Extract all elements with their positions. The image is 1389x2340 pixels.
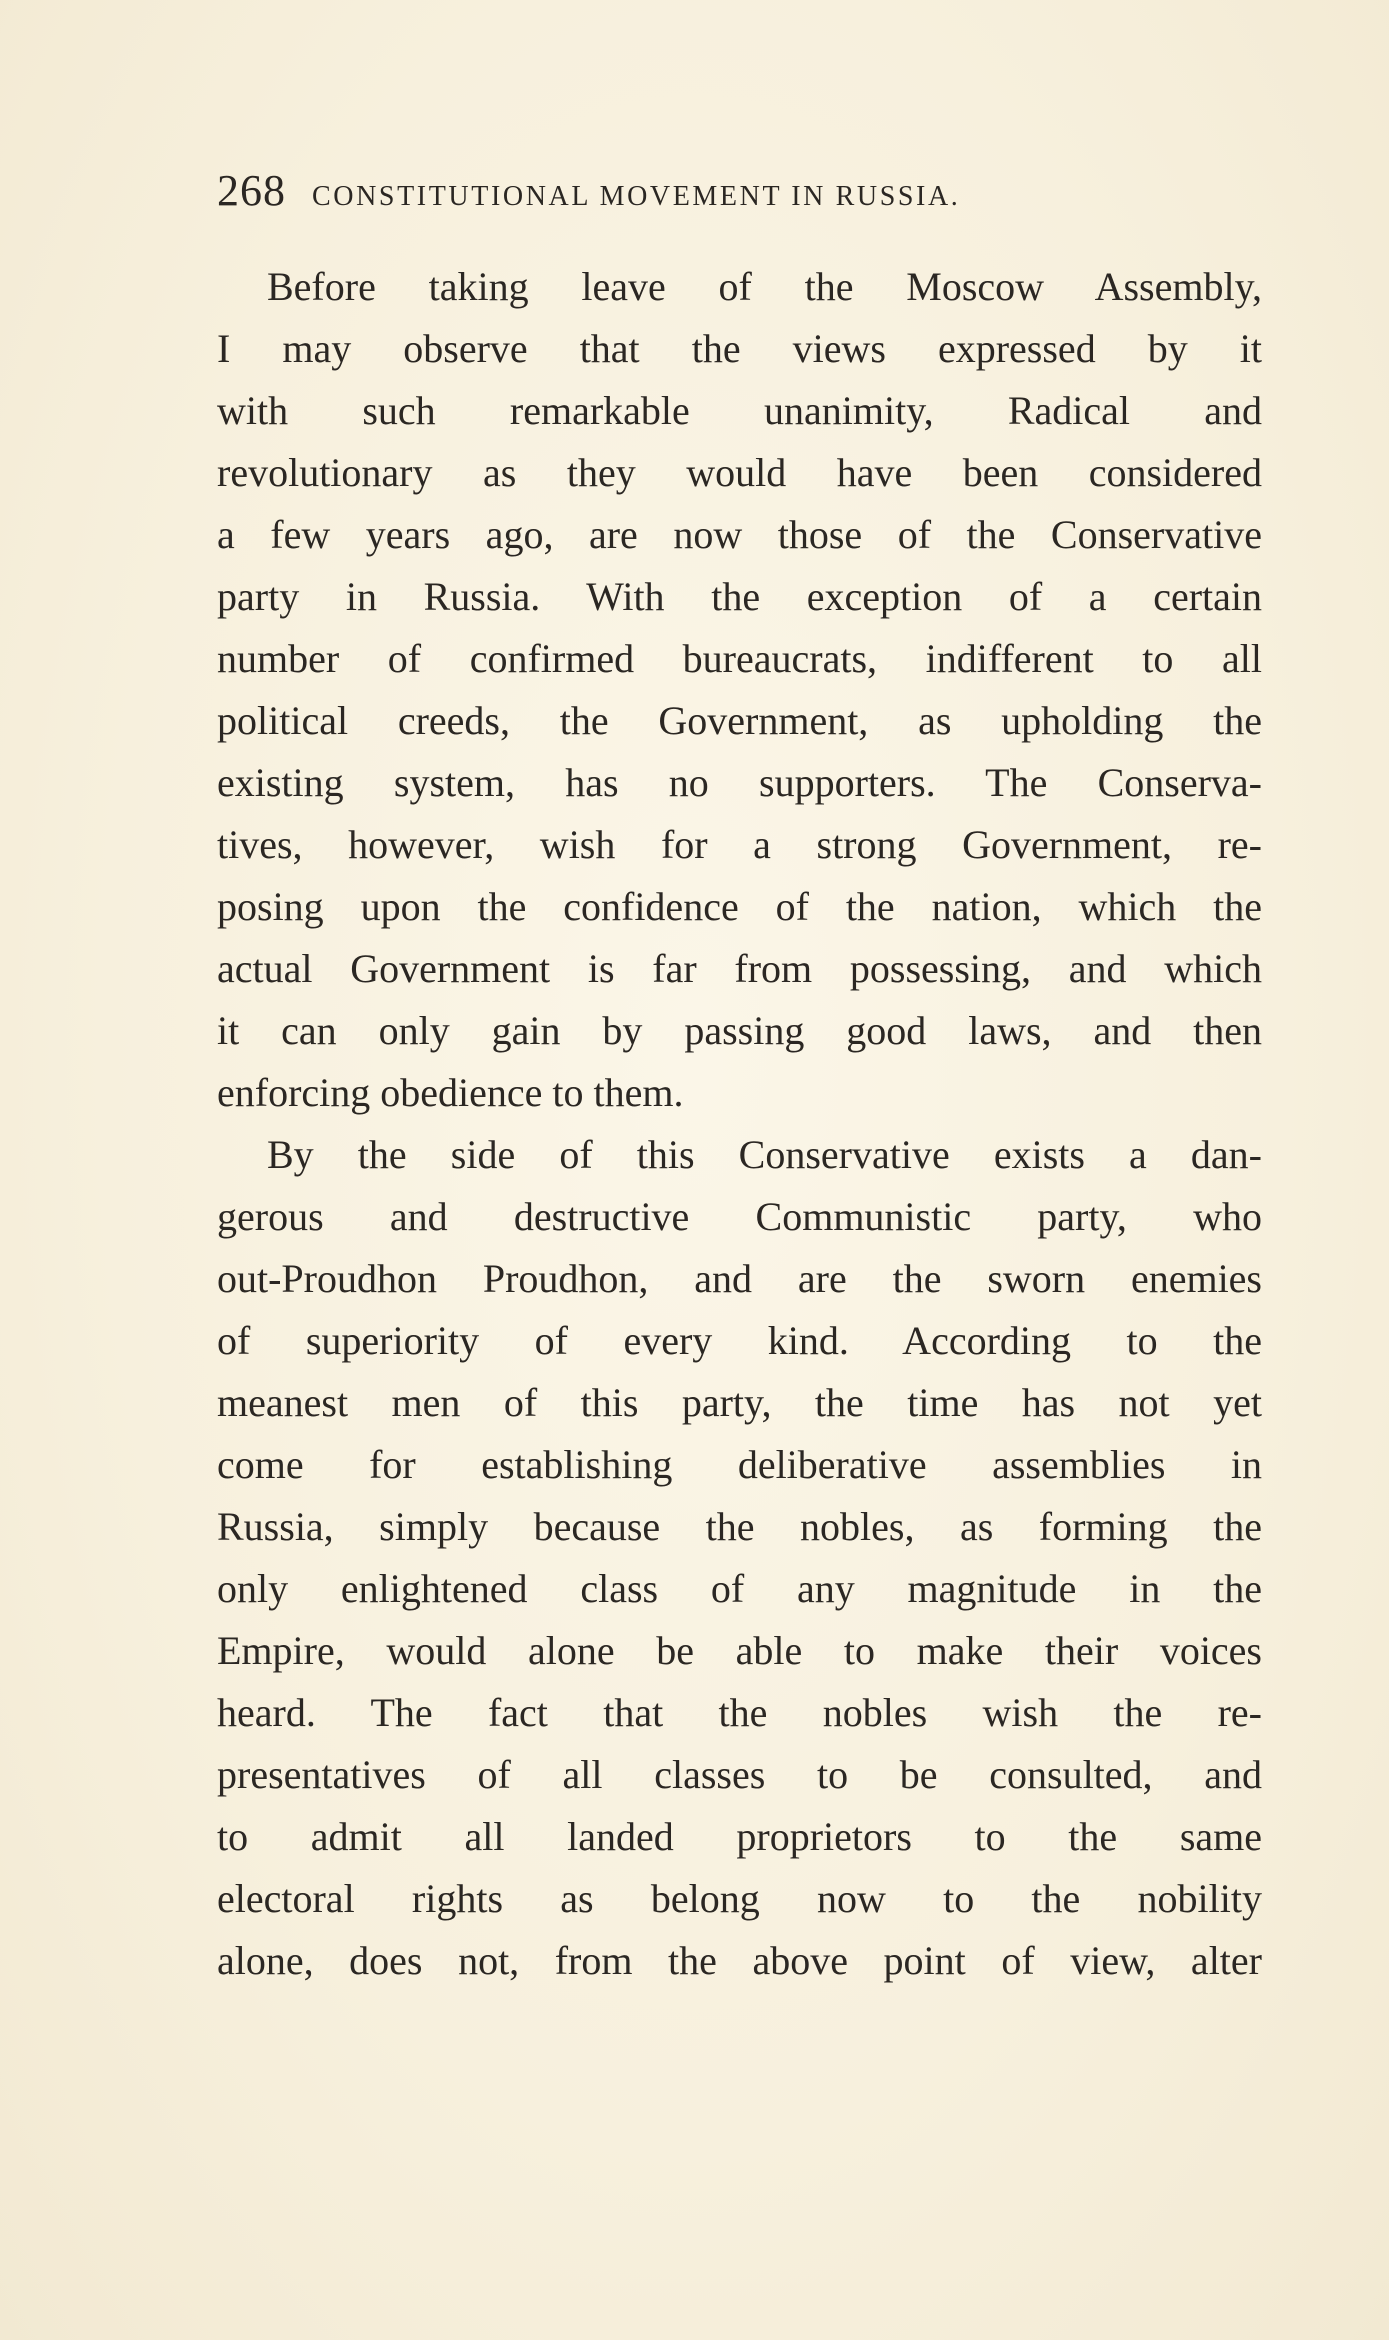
text-line: party in Russia. With the exception of a certain xyxy=(217,574,1262,619)
body-text xyxy=(217,256,1262,1992)
text-line: a few years ago, are now those of the Conservative xyxy=(217,512,1262,557)
text-line: gerous and destructive Communistic party, who xyxy=(217,1194,1262,1239)
text-line: number of confirmed bureaucrats, indifferent to all xyxy=(217,636,1262,681)
text-line: tives, however, wish for a strong Government, re- xyxy=(217,822,1262,867)
text-line: Russia, simply because the nobles, as forming the xyxy=(217,1504,1262,1549)
text-line: Before taking leave of the Moscow Assembly, xyxy=(267,264,1262,309)
running-title: CONSTITUTIONAL MOVEMENT IN RUSSIA. xyxy=(312,181,961,212)
text-line: political creeds, the Government, as upholding the xyxy=(217,698,1262,743)
text-line: I may observe that the views expressed by it xyxy=(217,326,1262,371)
text-line: By the side of this Conservative exists a dan- xyxy=(267,1132,1262,1177)
text-line: only enlightened class of any magnitude in the xyxy=(217,1566,1262,1611)
text-line: posing upon the confidence of the nation, which the xyxy=(217,884,1262,929)
text-line: of superiority of every kind. According to the xyxy=(217,1318,1262,1363)
text-line: it can only gain by passing good laws, and then xyxy=(217,1008,1262,1053)
text-line: heard. The fact that the nobles wish the re- xyxy=(217,1690,1262,1735)
running-head xyxy=(217,165,1177,213)
text-line: with such remarkable unanimity, Radical and xyxy=(217,388,1262,433)
text-line: existing system, has no supporters. The Conserva- xyxy=(217,760,1262,805)
text-line: actual Government is far from possessing, and which xyxy=(217,946,1262,991)
page-number: 268 xyxy=(217,166,286,215)
text-line: to admit all landed proprietors to the same xyxy=(217,1814,1262,1859)
text-line: enforcing obedience to them. xyxy=(217,1070,684,1115)
text-line: electoral rights as belong now to the nobility xyxy=(217,1876,1262,1921)
text-line: meanest men of this party, the time has not yet xyxy=(217,1380,1262,1425)
text-line: Empire, would alone be able to make their voices xyxy=(217,1628,1262,1673)
text-line: out-Proudhon Proudhon, and are the sworn enemies xyxy=(217,1256,1262,1301)
text-line: revolutionary as they would have been considered xyxy=(217,450,1262,495)
text-line: come for establishing deliberative assemblies in xyxy=(217,1442,1262,1487)
text-line: presentatives of all classes to be consulted, and xyxy=(217,1752,1262,1797)
text-line: alone, does not, from the above point of view, alter xyxy=(217,1938,1262,1983)
